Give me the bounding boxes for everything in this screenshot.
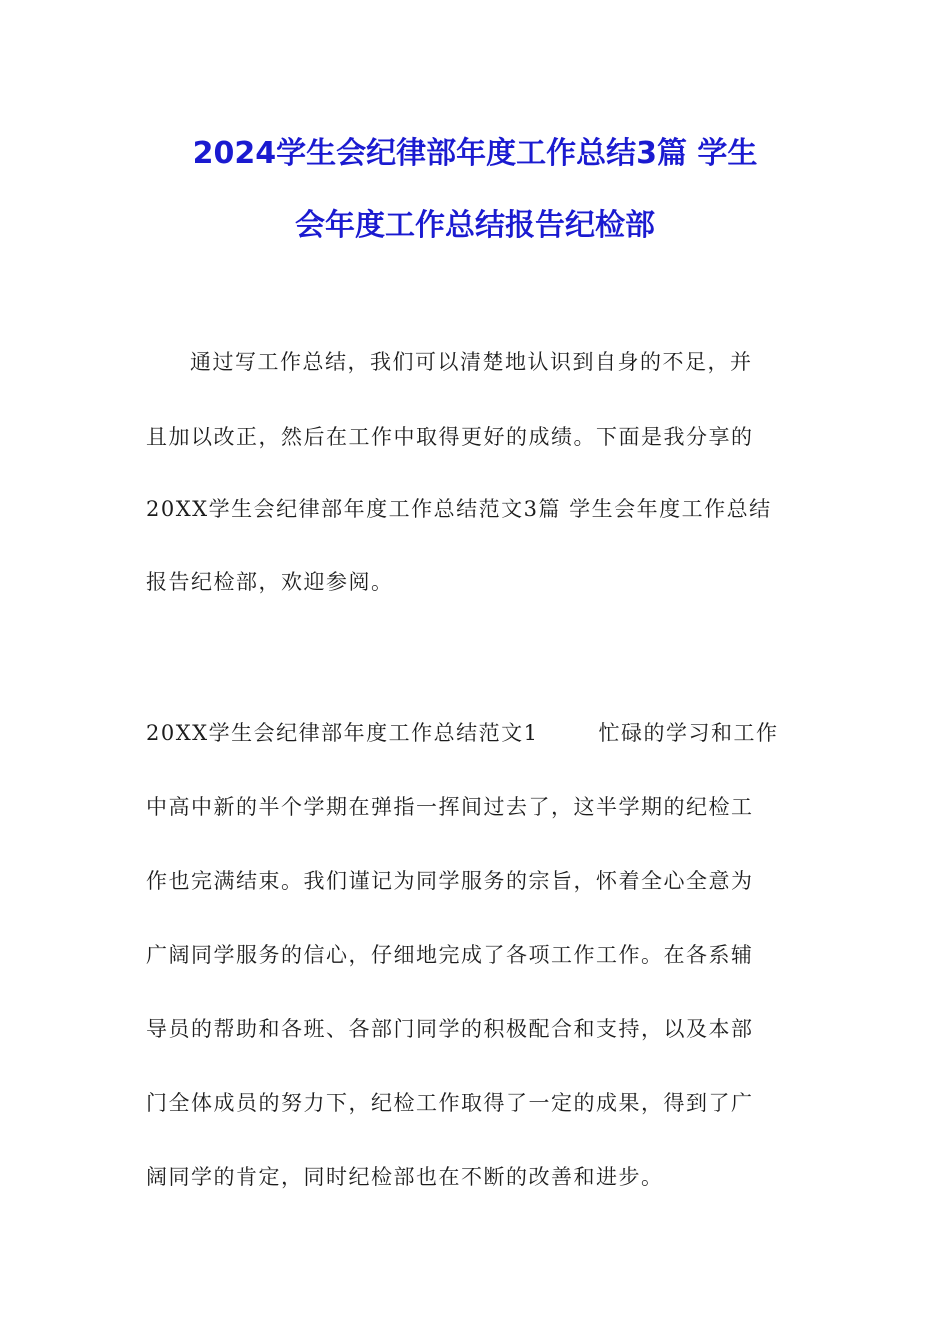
document-title bbox=[120, 118, 830, 262]
title-line-1: 2024学生会纪律部年度工作总结3篇 学生 bbox=[192, 136, 758, 171]
intro-line-1: 通过写工作总结，我们可以清楚地认识到自身的不足，并 bbox=[190, 350, 753, 374]
intro-line-2: 且加以改正，然后在工作中取得更好的成绩。下面是我分享的 bbox=[146, 425, 754, 449]
section1-line-1 bbox=[146, 718, 806, 748]
intro-line-3: 20XX学生会纪律部年度工作总结范文3篇 学生会年度工作总结 bbox=[146, 497, 772, 521]
section1-heading: 20XX学生会纪律部年度工作总结范文1 bbox=[146, 721, 539, 745]
section1-line-6: 门全体成员的努力下，纪检工作取得了一定的成果，得到了广 bbox=[146, 1091, 754, 1115]
section1-line-4: 广阔同学服务的信心，仔细地完成了各项工作工作。在各系辅 bbox=[146, 943, 754, 967]
section1-line-5: 导员的帮助和各班、各部门同学的积极配合和支持，以及本部 bbox=[146, 1017, 754, 1041]
section1-line-3: 作也完满结束。我们谨记为同学服务的宗旨，怀着全心全意为 bbox=[146, 869, 754, 893]
section1-line-2: 中高中新的半个学期在弹指一挥间过去了，这半学期的纪检工 bbox=[146, 795, 754, 819]
title-line-2: 会年度工作总结报告纪检部 bbox=[295, 208, 655, 243]
section1-line-1-text: 忙碌的学习和工作 bbox=[598, 721, 779, 745]
intro-line-4: 报告纪检部，欢迎参阅。 bbox=[146, 570, 394, 594]
section1-line-7: 阔同学的肯定，同时纪检部也在不断的改善和进步。 bbox=[146, 1165, 664, 1189]
